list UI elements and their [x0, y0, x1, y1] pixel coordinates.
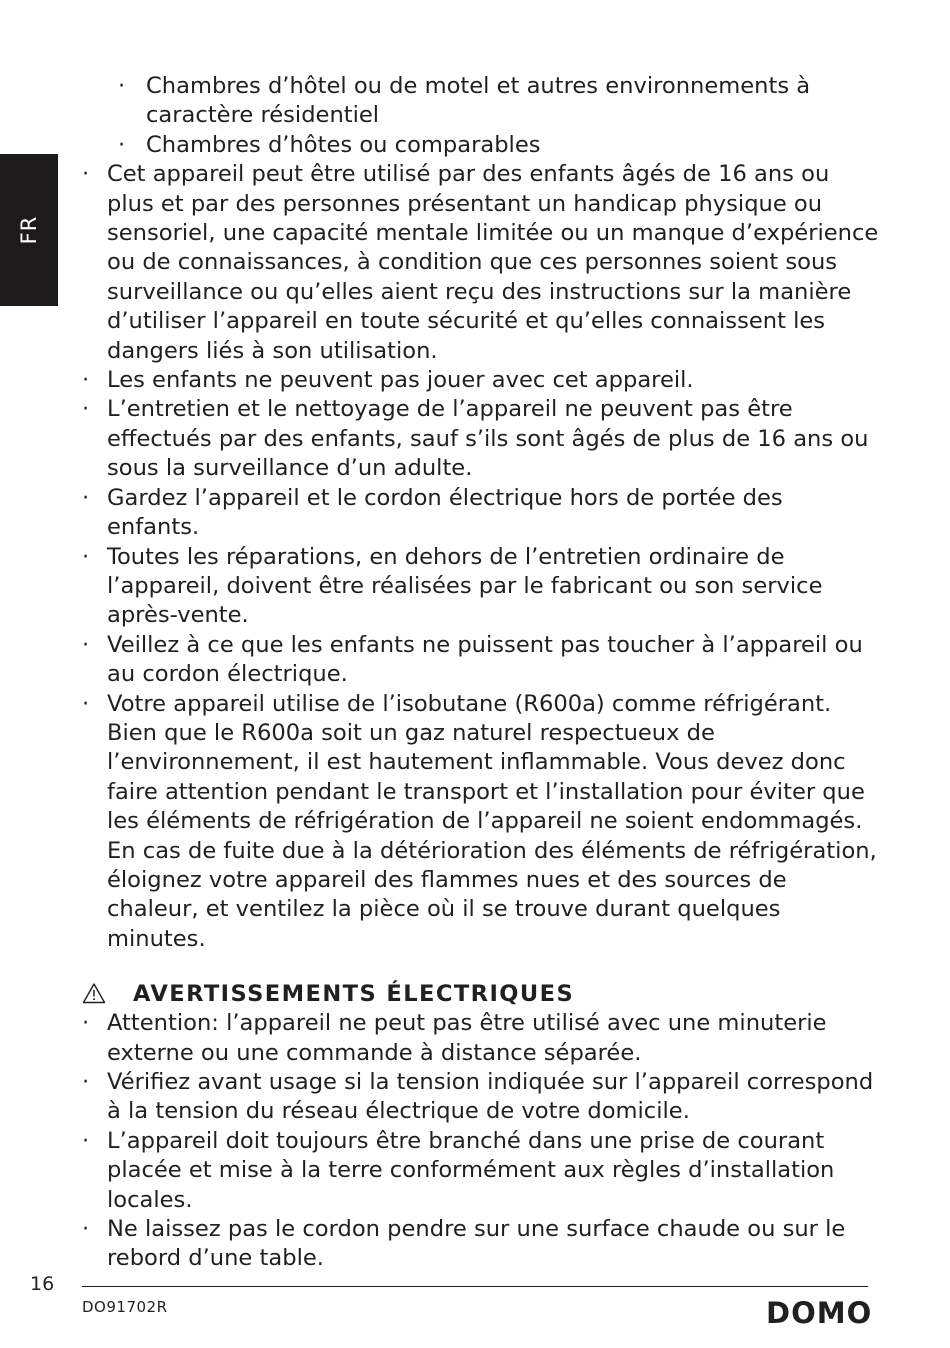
list-item: · Veillez à ce que les enfants ne puissent pas toucher à l’appareil ou au cordon électrique.: [82, 631, 882, 690]
section-heading: [82, 980, 882, 1009]
language-tab: [0, 154, 58, 306]
safety-list: [82, 160, 882, 954]
list-item: · Attention: l’appareil ne peut pas être utilisé avec une minuterie externe ou une commande à distance séparée.: [82, 1009, 882, 1068]
warning-triangle-icon: [82, 982, 106, 1004]
page-content: [82, 72, 882, 1274]
footer-divider: [82, 1286, 868, 1287]
list-item: · Ne laissez pas le cordon pendre sur une surface chaude ou sur le rebord d’une table.: [82, 1215, 882, 1274]
list-item: · Votre appareil utilise de l’isobutane (R600a) comme réfrigérant. Bien que le R600a soit un gaz naturel respectueux de l’environnement, il est hautement inflammable. Vous devez donc faire attention pendant le transport et l’installation pour éviter que les éléments de réfrigération de l’appareil ne soient endommagés. En cas de fuite due à la détérioration des éléments de réfrigération, éloignez votre appareil des flammes nues et des sources de chaleur, et ventilez la pièce où il se trouve durant quelques minutes.: [82, 690, 882, 955]
list-item: · L’entretien et le nettoyage de l’appareil ne peuvent pas être effectués par des enfants, sauf s’ils sont âgés de plus de 16 ans ou sous la surveillance d’un adulte.: [82, 395, 882, 483]
sub-list: [82, 72, 882, 160]
language-tab-label: FR: [17, 215, 41, 245]
list-item: · Chambres d’hôtes ou comparables: [82, 131, 882, 160]
list-item: · Les enfants ne peuvent pas jouer avec cet appareil.: [82, 366, 882, 395]
model-number: DO91702R: [82, 1298, 168, 1316]
list-item: · Vérifiez avant usage si la tension indiquée sur l’appareil correspond à la tension du réseau électrique de votre domicile.: [82, 1068, 882, 1127]
brand-logo: DOMO: [766, 1296, 873, 1330]
electrical-warnings-list: [82, 1009, 882, 1274]
list-item: · Chambres d’hôtel ou de motel et autres environnements à caractère résidentiel: [82, 72, 882, 131]
list-item: · Cet appareil peut être utilisé par des enfants âgés de 16 ans ou plus et par des personnes présentant un handicap physique ou sensoriel, une capacité mentale limitée ou un manque d’expérience ou de connaissances, à condition que ces personnes soient sous surveillance ou qu’elles aient reçu des instructions sur la manière d’utiliser l’appareil en toute sécurité et qu’elles connaissent les dangers liés à son utilisation.: [82, 160, 882, 366]
list-item: · Gardez l’appareil et le cordon électrique hors de portée des enfants.: [82, 484, 882, 543]
list-item: · Toutes les réparations, en dehors de l’entretien ordinaire de l’appareil, doivent être réalisées par le fabricant ou son service après-vente.: [82, 543, 882, 631]
section-title: AVERTISSEMENTS ÉLECTRIQUES: [133, 981, 575, 1008]
list-item: · L’appareil doit toujours être branché dans une prise de courant placée et mise à la terre conformément aux règles d’installation locales.: [82, 1127, 882, 1215]
page-number: 16: [30, 1273, 55, 1295]
